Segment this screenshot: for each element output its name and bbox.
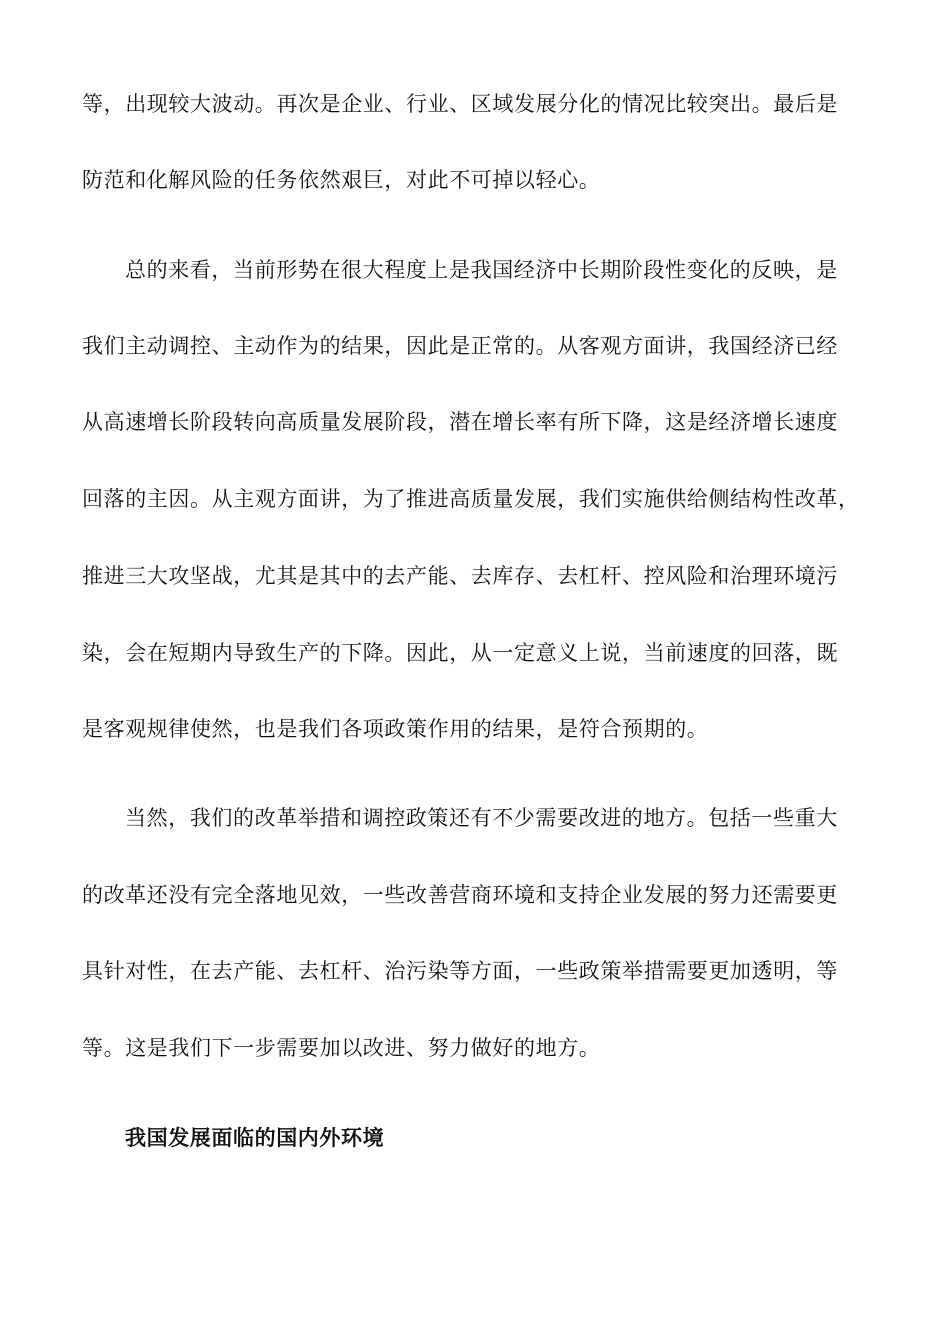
paragraph-2-line-5: 推进三大攻坚战，尤其是其中的去产能、去库存、去杠杆、控风险和治理环境污 — [82, 564, 838, 588]
paragraph-2-line-3: 从高速增长阶段转向高质量发展阶段，潜在增长率有所下降，这是经济增长速度 — [82, 410, 838, 434]
paragraph-2-line-2: 我们主动调控、主动作为的结果，因此是正常的。从客观方面讲，我国经济已经 — [82, 334, 838, 358]
paragraph-3-line-4: 等。这是我们下一步需要加以改进、努力做好的地方。 — [82, 1036, 601, 1060]
paragraph-3-line-2: 的改革还没有完全落地见效，一些改善营商环境和支持企业发展的努力还需要更 — [82, 883, 838, 907]
paragraph-2-line-4: 回落的主因。从主观方面讲，为了推进高质量发展，我们实施供给侧结构性改革， — [82, 487, 860, 511]
section-heading: 我国发展面临的国内外环境 — [125, 1126, 385, 1150]
paragraph-1-line-1: 等，出现较大波动。再次是企业、行业、区域发展分化的情况比较突出。最后是 — [82, 92, 838, 116]
paragraph-2-line-7: 是客观规律使然，也是我们各项政策作用的结果，是符合预期的。 — [82, 717, 709, 741]
paragraph-1-line-2: 防范和化解风险的任务依然艰巨，对此不可掉以轻心。 — [82, 168, 601, 192]
paragraph-2-line-6: 染，会在短期内导致生产的下降。因此，从一定意义上说，当前速度的回落，既 — [82, 641, 838, 665]
paragraph-3-line-3: 具针对性，在去产能、去杠杆、治污染等方面，一些政策举措需要更加透明，等 — [82, 959, 838, 983]
paragraph-3-line-1: 当然，我们的改革举措和调控政策还有不少需要改进的地方。包括一些重大 — [125, 806, 838, 830]
paragraph-2-line-1: 总的来看，当前形势在很大程度上是我国经济中长期阶段性变化的反映，是 — [125, 258, 838, 282]
